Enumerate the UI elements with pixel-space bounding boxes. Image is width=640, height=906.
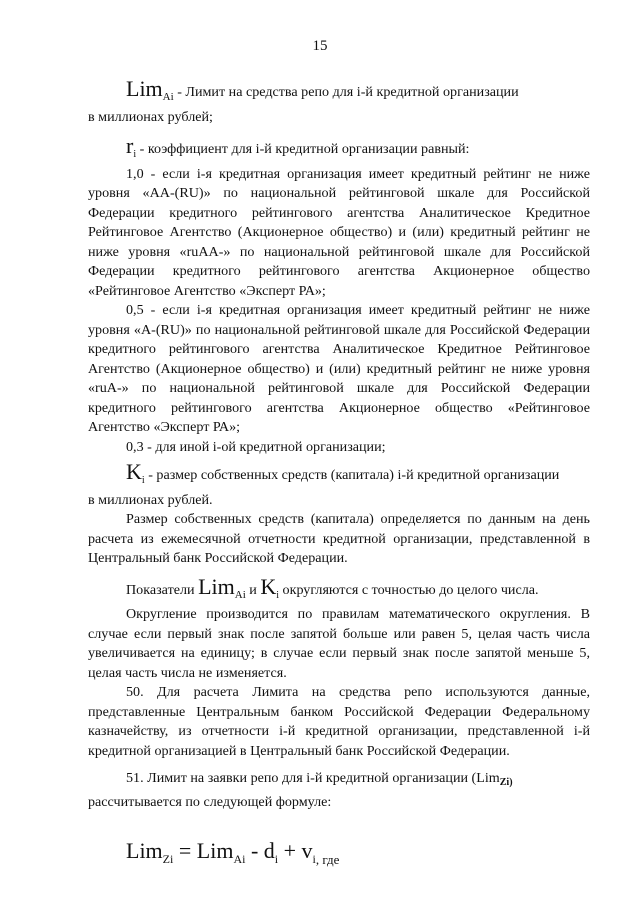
formula-eq: = — [173, 838, 197, 863]
lim-symbol-inline: Lim — [198, 573, 235, 599]
lim-symbol: Lim — [126, 76, 163, 101]
formula-term2-sub: i — [274, 852, 279, 866]
lim-subscript-inline: Ai — [234, 588, 246, 601]
item-51-subscript: Zi) — [499, 777, 513, 788]
r-definition — [88, 135, 590, 165]
document-body — [88, 78, 590, 873]
rounding-suffix: округляются с точностью до целого числа. — [279, 581, 539, 598]
formula-term1-sub: Ai — [233, 852, 246, 866]
k-subscript: i — [141, 475, 145, 486]
r-case-2: 0,5 - если i-я кредитная организация имеет кредитный рейтинг не ниже уровня «А-(RU)» по национальной рейтинговой шкале для Российской Федерации кредитного рейтингового агентства Аналитическое Кредитное Рейтинговое Агентство (Акционерное общество) и (или) кредитный рейтинг не ниже уровня «ruA-» по национальной рейтинговой шкале для Российской Федерации кредитного рейтингового агентства Акционерное общество «Рейтинговое Агентство «Эксперт РА»; — [88, 302, 590, 435]
k-symbol: K — [126, 459, 142, 484]
k-definition — [88, 461, 590, 491]
rounding-intro — [88, 573, 590, 606]
item-50: 50. Для расчета Лимита на средства репо используются данные, представленные Центральным банком Российской Федерации Федеральному казначейству, из отчетности i-й кредитной организации, представленной i-й кредитной организацией в Центральный банк Российской Федерации. — [88, 684, 590, 759]
k-symbol-inline: K — [260, 573, 277, 599]
rounding-rule: Округление производится по правилам математического округления. В случае если первый знак после запятой больше или равен 5, целая часть числа увеличивается на единицу; в случае если первый знак после запятой меньше 5, целая часть числа не изменяется. — [88, 606, 590, 681]
page-number: 15 — [312, 38, 328, 54]
formula-term2: d — [263, 838, 275, 863]
formula-term1: Lim — [196, 838, 234, 863]
rounding-conj: и — [245, 581, 261, 598]
r-subscript: i — [133, 149, 137, 160]
item-51-continuation: рассчитывается по следующей формуле: — [88, 793, 332, 810]
lim-definition-text: - Лимит на средства репо для i-й кредитной организации — [173, 84, 519, 100]
formula-term3-sub: i — [312, 852, 316, 866]
formula-plus: + — [278, 838, 302, 863]
formula-term3: v — [301, 838, 313, 863]
item-51-text: 51. Лимит на заявки репо для i-й кредитной организации (Lim — [126, 770, 500, 786]
lim-zi-formula — [88, 838, 590, 873]
formula-lhs-sub: Zi — [162, 852, 174, 866]
r-symbol: r — [126, 133, 134, 158]
item-51 — [88, 769, 590, 793]
r-case-3: 0,3 - для иной i-ой кредитной организации; — [126, 438, 386, 455]
k-subscript-inline: i — [276, 589, 280, 601]
capital-paragraph: Размер собственных средств (капитала) определяется по данным на день расчета из ежемесячной отчетности кредитной организации, представленной в Центральный банк Российской Федерации. — [88, 511, 590, 566]
rounding-prefix: Показатели — [126, 581, 199, 598]
formula-tail: , где — [315, 852, 340, 867]
r-definition-text: - коэффициент для i-й кредитной организации равный: — [136, 141, 470, 157]
k-definition-text: - размер собственных средств (капитала) i-й кредитной организации — [144, 467, 560, 483]
lim-ai-definition — [88, 78, 590, 108]
formula-minus: - — [245, 838, 264, 863]
r-case-1: 1,0 - если i-я кредитная организация имеет кредитный рейтинг не ниже уровня «АА-(RU)» по национальной рейтинговой шкале для Российской Федерации кредитного рейтингового агентства Аналитическое Кредитное Рейтинговое Агентство (Акционерное общество) и (или) кредитный рейтинг не ниже уровня «ruAA-» по национальной рейтинговой шкале для Российской Федерации кредитного рейтингового агентства Акционерное общество «Рейтинговое Агентство «Эксперт РА»; — [88, 165, 590, 299]
k-definition-continuation: в миллионах рублей. — [88, 491, 213, 508]
lim-subscript: Ai — [162, 91, 174, 103]
formula-lhs: Lim — [126, 838, 163, 863]
lim-definition-continuation: в миллионах рублей; — [88, 108, 213, 125]
